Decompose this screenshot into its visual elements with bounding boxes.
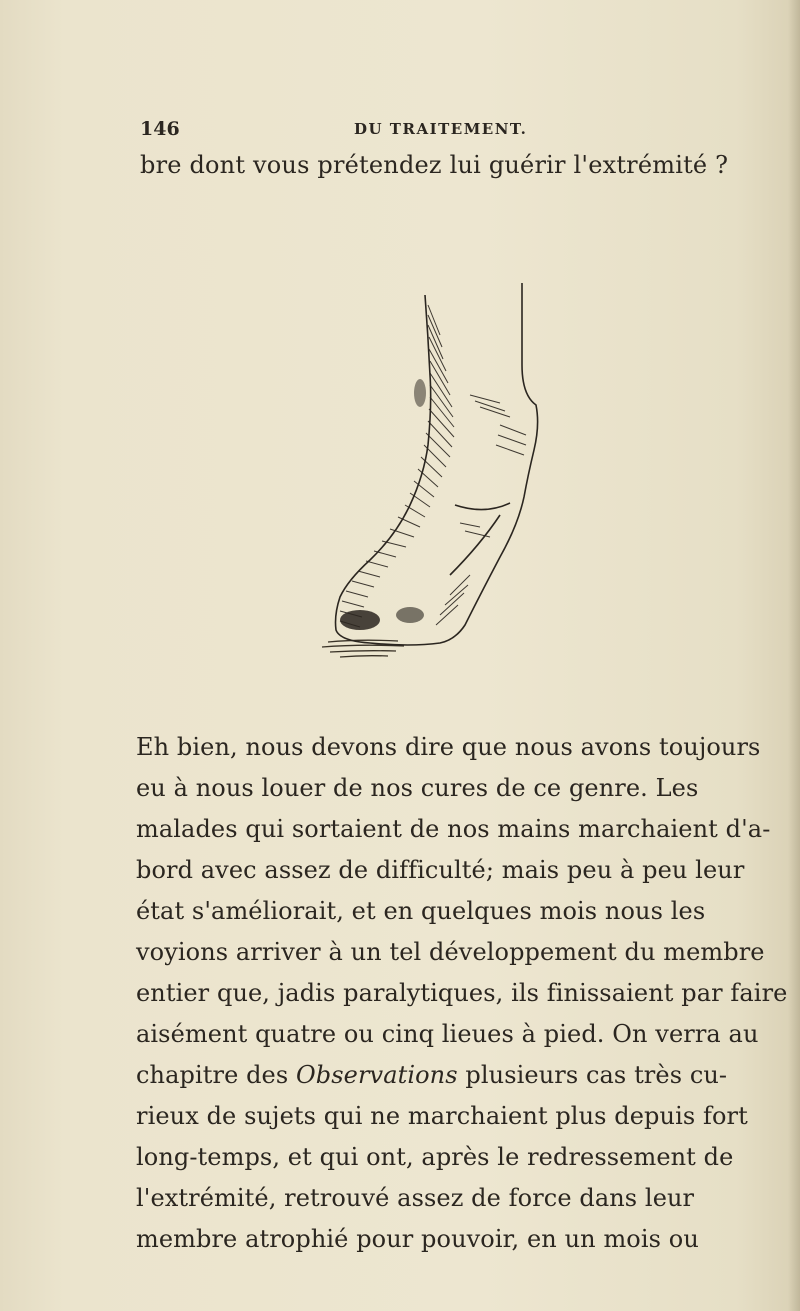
text-line: malades qui sortaient de nos mains marchaient d'a- [136, 815, 771, 843]
text-segment: chapitre des [136, 1061, 289, 1089]
text-line: Eh bien, nous devons dire que nous avons toujours [136, 733, 761, 761]
text-line: bord avec assez de difficulté; mais peu à peu leur [136, 856, 745, 884]
running-head [140, 118, 680, 144]
text-line: eu à nous louer de nos cures de ce genre. Les [136, 774, 699, 802]
hatching-shading [340, 305, 526, 627]
text-line: état s'améliorait, et en quelques mois nous les [136, 897, 706, 925]
foot-engraving-illustration [300, 275, 570, 665]
text-line: membre atrophié pour pouvoir, en un mois ou [136, 1225, 699, 1253]
opening-line: bre dont vous prétendez lui guérir l'extrémité ? [140, 151, 729, 179]
text-line: l'extrémité, retrouvé assez de force dans leur [136, 1184, 695, 1212]
leg-outline [336, 283, 538, 645]
text-line: long-temps, et qui ont, après le redressement de [136, 1143, 734, 1171]
italic-title-observations: Observations [296, 1061, 458, 1089]
text-segment: plusieurs cas très cu- [465, 1061, 728, 1089]
text-line: voyions arriver à un tel développement du membre [136, 938, 765, 966]
text-line: rieux de sujets qui ne marchaient plus depuis fort [136, 1102, 748, 1130]
running-head-title: DU TRAITEMENT. [354, 120, 528, 138]
page-number: 146 [140, 118, 180, 140]
text-line: aisément quatre ou cinq lieues à pied. On verra au [136, 1020, 759, 1048]
page-edge-shadow [788, 0, 800, 1311]
toe-shading [340, 379, 426, 630]
text-line: entier que, jadis paralytiques, ils finissaient par faire [136, 979, 788, 1007]
text-line-with-italic [136, 1060, 727, 1090]
